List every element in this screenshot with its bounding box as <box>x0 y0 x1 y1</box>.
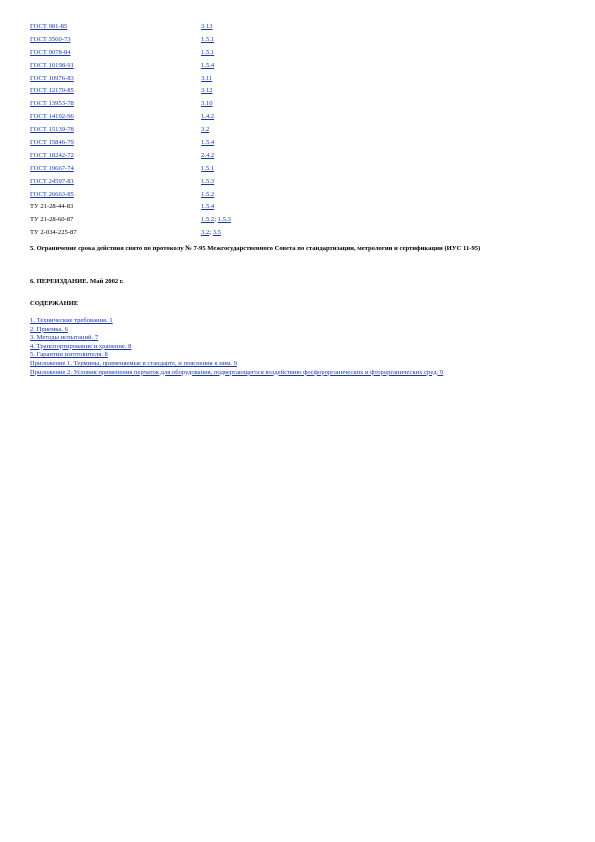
reference-clauses <box>201 20 213 33</box>
toc-link[interactable]: Приложение 1. Термины, применяемые в стандарте, и пояснения к ним. 9 <box>30 359 238 367</box>
clause-link[interactable]: 1.5.3 <box>217 216 231 224</box>
reference-clauses <box>201 72 212 85</box>
reference-row <box>30 72 430 85</box>
clause-separator: ; <box>214 216 218 224</box>
reference-document-link[interactable]: ГОСТ 3560-73 <box>30 35 71 43</box>
toc-link[interactable]: 2. Приемка. 6 <box>30 325 68 333</box>
reference-document-link[interactable]: ГОСТ 981-85 <box>30 23 68 30</box>
reference-row <box>30 188 430 201</box>
toc-link[interactable]: 3. Методы испытаний. 7 <box>30 334 99 342</box>
reference-clauses <box>201 123 209 136</box>
clause-link[interactable]: 1.5.1 <box>201 35 215 43</box>
reference-document-link[interactable]: ГОСТ 18242-72 <box>30 151 74 159</box>
reference-clauses <box>201 188 214 201</box>
reference-document-link[interactable]: ГОСТ 15139-78 <box>30 126 74 134</box>
reference-row <box>30 33 430 46</box>
reference-table <box>30 20 430 239</box>
clause-link[interactable]: 2.4.2 <box>201 151 215 159</box>
reference-document-link[interactable]: ГОСТ 13953-78 <box>30 100 74 108</box>
reference-row <box>30 175 430 188</box>
clause-link[interactable]: 1.5.2 <box>201 190 215 198</box>
note-5: 5. Ограничение срока действия снято по протоколу № 7-95 Межгосударственного Совета по стандартизации, метрологии и сертификации (ИУС 11-95) <box>30 245 481 252</box>
reference-clauses <box>201 162 214 175</box>
clause-link[interactable]: 3.11 <box>201 74 213 82</box>
clause-link[interactable]: 3.5 <box>212 229 221 237</box>
reference-row <box>30 226 430 239</box>
reference-document-link[interactable]: ГОСТ 26663-85 <box>30 190 74 198</box>
clause-link[interactable]: 1.5.3 <box>201 177 215 185</box>
clause-link[interactable]: 3.12 <box>201 87 213 95</box>
toc-link[interactable]: Приложение 2. Условия применения перчаток для оборудования, подвергающегося воздействию фосфорорганических и фторорганических сред. 9 <box>30 368 444 376</box>
reference-row <box>30 97 430 110</box>
reference-clauses <box>201 110 214 123</box>
clause-link[interactable]: 3.13 <box>201 23 213 30</box>
toc-link[interactable]: 1. Технические требования. 1 <box>30 317 113 324</box>
reference-row <box>30 84 430 97</box>
reference-clauses <box>201 136 214 149</box>
reference-document-link[interactable]: ГОСТ 19667-74 <box>30 164 74 172</box>
clause-link[interactable]: 1.5.2 <box>201 216 215 224</box>
clause-separator: ; <box>209 229 213 237</box>
reference-clauses <box>201 149 214 162</box>
reference-row <box>30 200 430 213</box>
reference-row <box>30 213 430 226</box>
clause-link[interactable]: 1.5.4 <box>201 139 215 147</box>
reference-row <box>30 162 430 175</box>
reference-document: ТУ 2-034-225-87 <box>30 229 77 237</box>
reference-document: ТУ 21-28-44-83 <box>30 203 74 211</box>
reference-clauses <box>201 213 231 226</box>
toc-title: СОДЕРЖАНИЕ <box>30 300 79 307</box>
reference-document-link[interactable]: ГОСТ 10198-91 <box>30 61 74 69</box>
clause-link[interactable]: 1.5.1 <box>201 164 215 172</box>
reference-row <box>30 149 430 162</box>
reference-document-link[interactable]: ГОСТ 14192-96 <box>30 113 74 121</box>
clause-link[interactable]: 3.10 <box>201 100 213 108</box>
clause-link[interactable]: 3.2 <box>201 126 210 134</box>
clause-link[interactable]: 1.5.4 <box>201 61 215 69</box>
clause-link[interactable]: 1.4.2 <box>201 113 215 121</box>
toc-link[interactable]: 4. Транспортирование и хранение. 8 <box>30 342 132 350</box>
reference-document-link[interactable]: ГОСТ 10976-83 <box>30 74 74 82</box>
reference-document-link[interactable]: ГОСТ 12170-85 <box>30 87 74 95</box>
reference-clauses <box>201 59 214 72</box>
reference-row <box>30 59 430 72</box>
reference-document-link[interactable]: ГОСТ 9078-84 <box>30 48 71 56</box>
reference-clauses <box>201 200 214 213</box>
reference-row <box>30 110 430 123</box>
reference-row <box>30 136 430 149</box>
reference-row <box>30 46 430 59</box>
reference-document: ТУ 21-28-60-87 <box>30 216 74 224</box>
reference-document-link[interactable]: ГОСТ 24597-81 <box>30 177 74 185</box>
reference-clauses <box>201 226 221 239</box>
clause-link[interactable]: 3.2 <box>201 229 210 237</box>
toc-link[interactable]: 5. Гарантии изготовителя. 8 <box>30 351 108 359</box>
reference-clauses <box>201 84 213 97</box>
note-6: 6. ПЕРЕИЗДАНИЕ. Май 2002 г. <box>30 278 124 285</box>
reference-clauses <box>201 46 214 59</box>
clause-link[interactable]: 1.5.1 <box>201 48 215 56</box>
reference-row <box>30 123 430 136</box>
reference-clauses <box>201 97 213 110</box>
reference-clauses <box>201 175 214 188</box>
clause-link[interactable]: 1.5.4 <box>201 203 215 211</box>
reference-clauses <box>201 33 214 46</box>
reference-row <box>30 20 430 33</box>
table-of-contents <box>30 317 550 377</box>
reference-document-link[interactable]: ГОСТ 15846-79 <box>30 139 74 147</box>
